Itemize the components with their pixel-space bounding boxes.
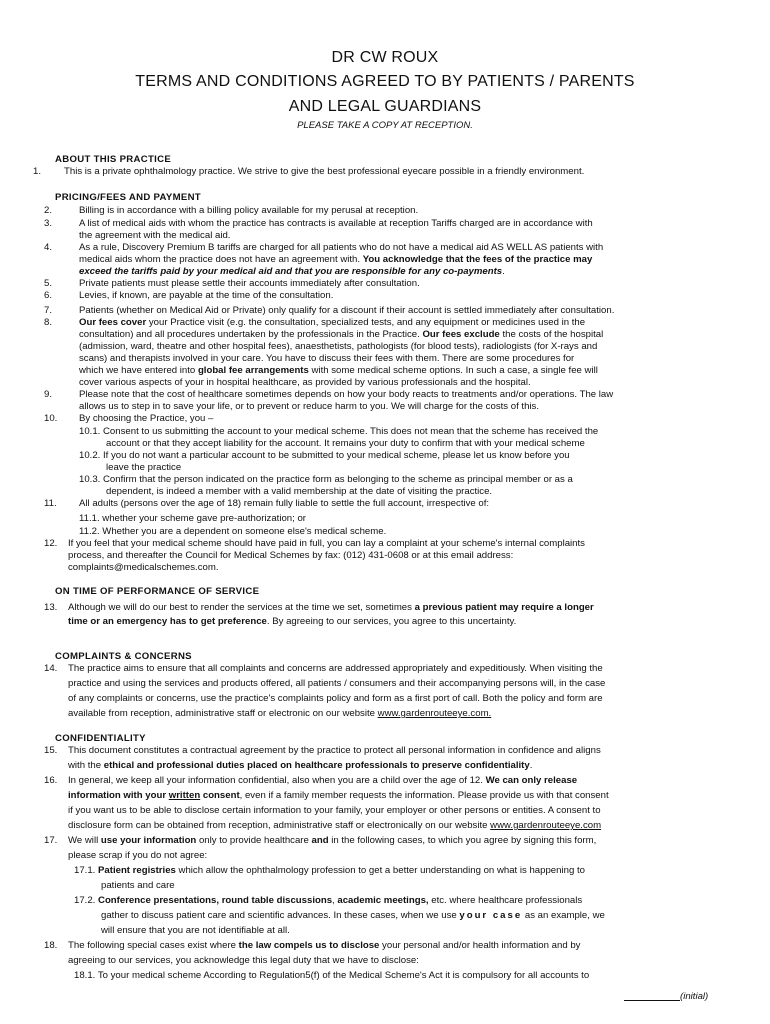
initial-label: (initial)	[680, 991, 709, 1002]
heading-performance: ON TIME OF PERFORMANCE OF SERVICE	[55, 586, 260, 597]
item-number-12: 12.	[44, 538, 58, 549]
clause-14-line: practice and using the services and products offered, all patients / consumers and their accompanying persons will, in the case	[68, 678, 606, 689]
clause-8-line: scans) and therapists involved in your care. You have to discuss their fees with them. There are some procedures for	[79, 353, 575, 364]
clause-4-line: exceed the tariffs paid by your medical aid and that you are responsible for any co-payments.	[79, 266, 505, 277]
item-number-9: 9.	[44, 389, 53, 400]
clause-3-line: the agreement with the medical aid.	[79, 230, 231, 241]
clause-14-line: of any complaints or concerns, use the practice's complaints policy and form as a first port of call. Both the policy and form are	[68, 693, 603, 704]
clause-17-line: We will use your information only to provide healthcare and in the following cases, to which you agree by signing this form,	[68, 835, 597, 846]
clause-2-line: Billing is in accordance with a billing policy available for my perusal at reception.	[79, 205, 419, 216]
heading-about: ABOUT THIS PRACTICE	[55, 154, 172, 165]
clause-15-line: with the ethical and professional duties placed on healthcare professionals to preserve confidentiality.	[68, 760, 533, 771]
item-number-1: 1.	[33, 166, 42, 177]
copy-note: PLEASE TAKE A COPY AT RECEPTION.	[297, 120, 473, 131]
item-number-6: 6.	[44, 290, 53, 301]
clause-10-3-line: 10.3. Confirm that the person indicated on the practice form as belonging to the scheme as principal member or as a	[79, 474, 573, 485]
clause-11-line: All adults (persons over the age of 18) remain fully liable to settle the full account, irrespective of:	[79, 498, 490, 509]
initial-signature-line[interactable]	[624, 1000, 680, 1001]
clause-12-line: If you feel that your medical scheme should have paid in full, you can lay a complaint at your scheme's internal complaints	[68, 538, 585, 549]
clause-8-line: Our fees cover your Practice visit (e.g. the consultation, specialized tests, and any equipment or medicines used in the	[79, 317, 586, 328]
item-number-8: 8.	[44, 317, 53, 328]
clause-8-line: (admission, ward, theatre and other hospital fees), anaesthetists, pathologists (for blood tests), radiologists (for X-rays and	[79, 341, 598, 352]
item-number-15: 15.	[44, 745, 58, 756]
document-title-line-2: AND LEGAL GUARDIANS	[288, 98, 482, 115]
clause-12-email[interactable]: complaints@medicalschemes.com.	[68, 562, 219, 573]
clause-5-line: Private patients must please settle their accounts immediately after consultation.	[79, 278, 420, 289]
clause-17-line: please scrap if you do not agree:	[68, 850, 208, 861]
item-number-2: 2.	[44, 205, 53, 216]
clause-12-line: process, and thereafter the Council for Medical Schemes by fax: (012) 431-0608 or at this email address:	[68, 550, 514, 561]
clause-17-2-line: gather to discuss patient care and scientific advances. In these cases, when we use your case as an example, we	[101, 910, 605, 921]
clause-3-line: A list of medical aids with whom the practice has contracts is available at reception Tariffs charged are in accordance with	[79, 218, 593, 229]
clause-15-line: This document constitutes a contractual agreement by the practice to protect all personal information in confidence and aligns	[68, 745, 601, 756]
clause-8-line: which we have entered into global fee arrangements with some medical scheme options. In such a case, a single fee will	[79, 365, 598, 376]
clause-16-line: if you want us to be able to disclose certain information to your family, your employer or other persons or entities. A consent to	[68, 805, 601, 816]
heading-complaints: COMPLAINTS & CONCERNS	[55, 651, 192, 662]
heading-confidentiality: CONFIDENTIALITY	[55, 733, 146, 744]
clause-17-1-line: 17.1. Patient registries which allow the ophthalmology profession to get a better understanding on what is happening to	[74, 865, 585, 876]
item-number-7: 7.	[44, 305, 53, 316]
clause-16-line: disclosure form can be obtained from reception, administrative staff or electronically on our website www.gardenrouteeye.com	[68, 820, 602, 831]
clause-11-1-line: 11.1. whether your scheme gave pre-authorization; or	[79, 513, 306, 524]
website-link[interactable]: www.gardenrouteeye.com.	[377, 708, 492, 719]
clause-16-line: In general, we keep all your information confidential, also when you are a child over the age of 12. We can only release	[68, 775, 578, 786]
item-number-11: 11.	[44, 498, 57, 509]
clause-9-line: Please note that the cost of healthcare sometimes depends on how your body reacts to treatments and/or operations. The law	[79, 389, 614, 400]
clause-17-2-line: 17.2. Conference presentations, round table discussions, academic meetings, etc. where healthcare professionals	[74, 895, 583, 906]
heading-pricing: PRICING/FEES AND PAYMENT	[55, 192, 201, 203]
item-number-18: 18.	[44, 940, 58, 951]
item-number-3: 3.	[44, 218, 53, 229]
document-title-line-1: TERMS AND CONDITIONS AGREED TO BY PATIENTS / PARENTS	[135, 73, 635, 90]
clause-17-2-line: will ensure that you are not identifiable at all.	[101, 925, 290, 936]
clause-18-1-line: 18.1. To your medical scheme According to Regulation5(f) of the Medical Scheme's Act it is compulsory for all accounts to	[74, 970, 590, 981]
item-number-10: 10.	[44, 413, 58, 424]
clause-9-line: allows us to step in to save your life, or to prevent or reduce harm to you. We will charge for the costs of this.	[79, 401, 540, 412]
doctor-name: DR CW ROUX	[331, 49, 439, 66]
clause-1-line: This is a private ophthalmology practice. We strive to give the best professional eyecare possible in a friendly environment.	[64, 166, 585, 177]
clause-13-line: time or an emergency has to get preference. By agreeing to our services, you agree to this uncertainty.	[68, 616, 517, 627]
clause-11-2-line: 11.2. Whether you are a dependent on someone else's medical scheme.	[79, 526, 387, 537]
item-number-16: 16.	[44, 775, 58, 786]
item-number-14: 14.	[44, 663, 58, 674]
clause-10-2-line: 10.2. If you do not want a particular account to be submitted to your medical scheme, please let us know before you	[79, 450, 570, 461]
item-number-4: 4.	[44, 242, 53, 253]
clause-14-line: The practice aims to ensure that all complaints and concerns are addressed appropriately and expeditiously. When visiting the	[68, 663, 603, 674]
clause-14-line: available from reception, administrative staff or electronic on our website www.gardenrouteeye.com.	[68, 708, 492, 719]
clause-16-line: information with your written consent, even if a family member requests the information. Please provide us with that consent	[68, 790, 609, 801]
clause-10-2-line: leave the practice	[106, 462, 182, 473]
item-number-13: 13.	[44, 602, 58, 613]
clause-8-line: cover various aspects of your in hospital healthcare, as provided by various professionals and the hospital.	[79, 377, 531, 388]
clause-17-1-line: patients and care	[101, 880, 175, 891]
clause-8-line: consultation) and all procedures undertaken by the professionals in the Practice. Our fees exclude the costs of the hospital	[79, 329, 604, 340]
clause-4-line: medical aids whom the practice does not have an agreement with. You acknowledge that the fees of the practice may	[79, 254, 593, 265]
clause-4-line: As a rule, Discovery Premium B tariffs are charged for all patients who do not have a medical aid AS WELL AS patients with	[79, 242, 604, 253]
clause-18-line: The following special cases exist where the law compels us to disclose your personal and/or health information and by	[68, 940, 581, 951]
clause-13-line: Although we will do our best to render the services at the time we set, sometimes a previous patient may require a longer	[68, 602, 594, 613]
website-link-2[interactable]: www.gardenrouteeye.com	[490, 820, 602, 831]
clause-10-1-line: 10.1. Consent to us submitting the account to your medical scheme. This does not mean that the scheme has received the	[79, 426, 599, 437]
clause-10-3-line: dependent, is indeed a member with a valid membership at the date of visiting the practice.	[106, 486, 493, 497]
clause-6-line: Levies, if known, are payable at the time of the consultation.	[79, 290, 334, 301]
clause-18-line: agreeing to our services, you acknowledge this legal duty that we have to disclose:	[68, 955, 419, 966]
clause-10-line: By choosing the Practice, you –	[79, 413, 214, 424]
clause-10-1-line: account or that they accept liability for the account. It remains your duty to confirm that with your medical scheme	[106, 438, 585, 449]
item-number-5: 5.	[44, 278, 53, 289]
clause-7-line: Patients (whether on Medical Aid or Private) only qualify for a discount if their account is settled immediately after consultation.	[79, 305, 615, 316]
item-number-17: 17.	[44, 835, 58, 846]
